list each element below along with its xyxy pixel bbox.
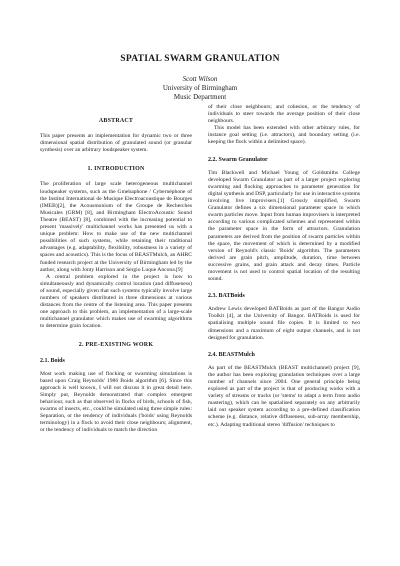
boids-paragraph: Most work making use of flocking or swarming simulations is based upon Craig Reynolds' 1986 Boids algorithm [6]. Since this approach is well known, I will not discuss it in great detail here. Simply put, Reynolds demonstrated that complex emergent behaviour, such as that observed in flocks of birds, schools of fish, swarms of insects, etc., could be simulated using three simple rules: Separation, or the tendency of individuals ('boids' using Reynolds terminology) in a flock to avoid their close neighbours; alignment, or the tendency of individuals to match the direction — [40, 370, 192, 434]
batboids-paragraph: Andrew Lewis developed BATBoids as part of the Bangor Audio Toolkit [4], at the University of Bangor. BATBoids is used for spatialising multiple sound file copies. It is limited to two dimensions and a maximum of eight output channels, and is not designed for granulation. — [208, 306, 360, 341]
abstract-heading: ABSTRACT — [98, 118, 134, 124]
batboids-heading: 2.3. BATBoids — [208, 293, 245, 300]
swarm-granulator-paragraph: Tim Blackwell and Michael Young of Goldsmiths College developed Swarm Granulator as part of a larger project exploring swarming and flocking approaches to parameter generation for digital synthesis and DSP, particularly for use in interactive systems involving live improvisers.[1] Grossly simplified, Swarm Granulator defines a six dimensional parameter space in which swarm particles move. Input from human improvisers is interpreted according to various complicated schemes and represented within the parameter space in the form of attractors. Granulation parameters are derived from the position of swarm particles within the space, the movement of which is determined by a modified version of Reynold's classic 'Boids' algorithm. The parameters derived are grain pitch, amplitude, duration, time between successive grains, and grain attack and decay times. Particle movement is not used to control spatial location of the resulting sound. — [208, 169, 360, 283]
boids-paragraph-continued: of their close neighbours; and cohesion, or the tendency of individuals to steer towards the average position of their close neighbours. — [208, 104, 360, 125]
beastmulch-heading: 2.4. BEASTMulch — [208, 351, 255, 358]
swarm-granulator-heading: 2.2. Swarm Granulator — [208, 156, 268, 163]
introduction-paragraph-1: The proliferation of large scale heterogeneous multichannel loudspeaker systems, such as the Gmebaphone / Cybernéphone of the Institut International de Musique Electroacoustique de Bourges (IMEB)[2], the Acousmonium of the Groupe de Recherches Musicales (GRM) [8], and Birmingham ElectroAcoustic Sound Theatre (BEAST) [8], combined with the increasing potential to present 'massively' multichannel works has presented us with a unique problem: How to make use of the new multichannel possibilities of such systems, while retaining their traditional advantages (e.g. adaptability, flexibility, robustness in a variety of spaces and acoustics). This is the focus of BEASTMulch, an AHRC funded research project at the University of Birmingham led by the author, along with Jonty Harrison and Sergio Luque Ancona.[9] — [40, 181, 192, 273]
introduction-heading: 1. INTRODUCTION — [87, 166, 145, 173]
author-block — [0, 75, 400, 102]
boids-heading: 2.1. Boids — [40, 357, 65, 364]
author-name: Scott Wilson — [182, 75, 218, 83]
introduction-paragraph-2: A central problem explored in the project is how to simultaneously and dynamically control location (and diffuseness) of sound, especially given that such systems typically involve large numbers of speakers distributed in three dimensions at various distances from the centre of the listening area. This paper presents one approach to this problem, an implementation of a large-scale multichannel granulator which makes use of swarming algorithms to determine grain location. — [40, 273, 192, 330]
right-column — [208, 104, 360, 429]
pre-existing-work-heading: 2. PRE-EXISTING WORK — [78, 342, 154, 349]
paper-title: SPATIAL SWARM GRANULATION — [120, 54, 280, 64]
boids-paragraph-2: This model has been extended with other arbitrary rules, for instance goal setting (i.e. attractors), and boundary setting (i.e. keeping the flock within a delimited space). — [208, 125, 360, 146]
left-column — [40, 118, 192, 434]
author-affiliation: University of Birmingham — [162, 84, 238, 92]
author-department: Music Department — [173, 93, 227, 101]
abstract-text: This paper presents an implementation for dynamic two or three dimensional spatial distribution of granulated sound (or granular synthesis) over an arbitrary loudspeaker system. — [40, 133, 192, 154]
beastmulch-paragraph: As part of the BEASTMulch (BEAST multichannel) project [9], the author has been exploring granulation techniques over a large number of channels since 2004. One general principle being explored as part of the project is that of producing works with a variety of streams or tracks (or 'stems' to adapt a term from audio mastering), which can be spatialised separately on any arbitrarily laid out speaker system according to a pre-defined classification scheme (e.g. distance, relative diffuseness, sub-array membership, etc.). Adapting traditional stereo 'diffusion' techniques to — [208, 364, 360, 428]
